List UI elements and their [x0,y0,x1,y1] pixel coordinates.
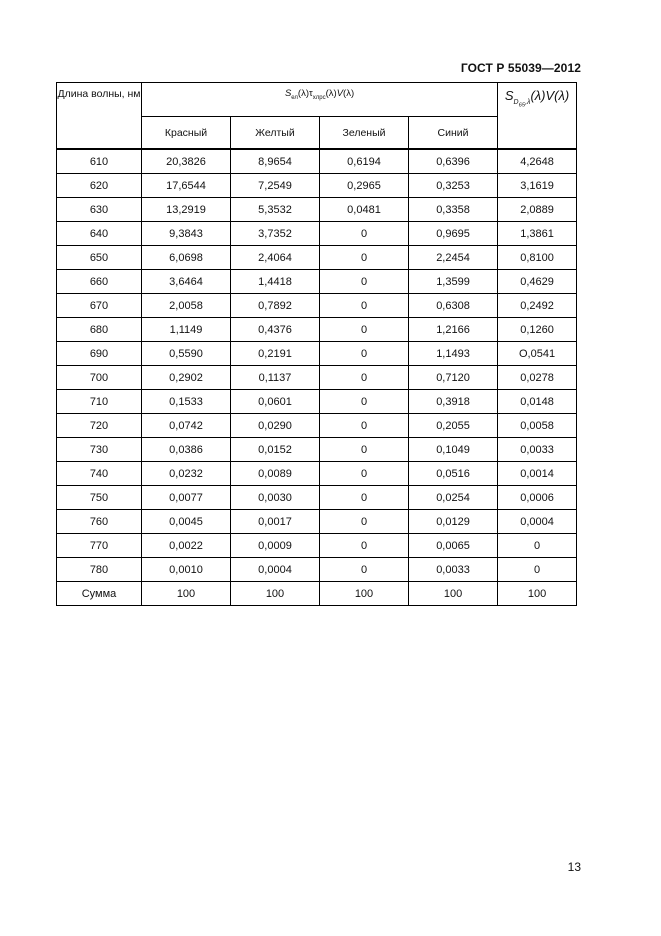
table-cell: 0,0516 [409,462,498,486]
table-cell: 0,7892 [231,294,320,318]
table-cell: 2,0058 [142,294,231,318]
table-cell: 740 [57,462,142,486]
spectral-data-table [56,82,577,606]
table-cell: 770 [57,534,142,558]
table-row [57,558,577,582]
table-cell: 0 [320,486,409,510]
table-cell: 100 [409,582,498,606]
table-cell: О,0541 [498,342,577,366]
table-cell: 0 [320,534,409,558]
table-cell: 0,1049 [409,438,498,462]
table-cell: 780 [57,558,142,582]
table-cell: 0,4376 [231,318,320,342]
table-cell: 5,3532 [231,198,320,222]
table-cell: 0,0148 [498,390,577,414]
color-header-green: Зеленый [320,117,409,150]
color-header-blue: Синий [409,117,498,150]
table-row [57,270,577,294]
table-row [57,174,577,198]
table-cell: 0,0010 [142,558,231,582]
table-cell: 0,0009 [231,534,320,558]
table-cell: 0 [320,510,409,534]
table-cell: 0,0017 [231,510,320,534]
table-cell: 690 [57,342,142,366]
table-cell: 6,0698 [142,246,231,270]
table-cell: 2,2454 [409,246,498,270]
table-cell: 13,2919 [142,198,231,222]
table-cell: 0,0129 [409,510,498,534]
table-cell: 4,2648 [498,149,577,174]
table-cell: Сумма [57,582,142,606]
table-cell: 3,1619 [498,174,577,198]
table-row [57,342,577,366]
table-cell: 0,3253 [409,174,498,198]
table-cell: 0,0481 [320,198,409,222]
table-row [57,510,577,534]
table-cell: 3,7352 [231,222,320,246]
table-cell: 2,0889 [498,198,577,222]
table-cell: 0,0386 [142,438,231,462]
table-cell: 680 [57,318,142,342]
page-number: 13 [567,860,581,874]
table-row [57,438,577,462]
table-cell: 0,0065 [409,534,498,558]
table-row [57,198,577,222]
table-cell: 1,1149 [142,318,231,342]
table-row [57,462,577,486]
table-cell: 0,0742 [142,414,231,438]
table-cell: 0 [320,366,409,390]
table-row [57,149,577,174]
table-row [57,222,577,246]
table-cell: 0,6194 [320,149,409,174]
table-row [57,318,577,342]
table-cell: 1,3861 [498,222,577,246]
table-cell: 8,9654 [231,149,320,174]
table-cell: 0,7120 [409,366,498,390]
table-cell: 0,0045 [142,510,231,534]
table-cell: 1,4418 [231,270,320,294]
table-cell: 0,1137 [231,366,320,390]
table-row [57,486,577,510]
table-cell: 0,2191 [231,342,320,366]
table-row [57,534,577,558]
table-cell: 710 [57,390,142,414]
table-cell: 670 [57,294,142,318]
table-cell: 0 [320,294,409,318]
table-cell: 1,1493 [409,342,498,366]
table-cell: 100 [231,582,320,606]
table-cell: 650 [57,246,142,270]
table-row [57,366,577,390]
table-cell: 2,4064 [231,246,320,270]
table-cell: 0,0058 [498,414,577,438]
table-cell: 0 [498,534,577,558]
table-cell: 0 [320,318,409,342]
table-cell: 0 [320,270,409,294]
table-cell: 100 [320,582,409,606]
table-cell: 610 [57,149,142,174]
table-row [57,246,577,270]
table-cell: 0,0089 [231,462,320,486]
table-cell: 20,3826 [142,149,231,174]
table-cell: 0 [320,438,409,462]
table-cell: 660 [57,270,142,294]
table-cell: 760 [57,510,142,534]
table-cell: 0,2492 [498,294,577,318]
table-cell: 0,0006 [498,486,577,510]
table-cell: 0,0004 [498,510,577,534]
table-cell: 0 [320,414,409,438]
color-header-yellow: Желтый [231,117,320,150]
table-cell: 0,0232 [142,462,231,486]
table-cell: 0,0022 [142,534,231,558]
table-cell: 0,2965 [320,174,409,198]
table-cell: 17,6544 [142,174,231,198]
table-cell: 0 [320,222,409,246]
table-cell: 0,0254 [409,486,498,510]
table-cell: 0,0004 [231,558,320,582]
table-cell: 0,3358 [409,198,498,222]
table-cell: 700 [57,366,142,390]
table-cell: 0,9695 [409,222,498,246]
table-row [57,390,577,414]
sum-row [57,582,577,606]
table-cell: 0,4629 [498,270,577,294]
table-cell: 630 [57,198,142,222]
color-header-red: Красный [142,117,231,150]
table-cell: 3,6464 [142,270,231,294]
table-cell: 0,0033 [498,438,577,462]
table-row [57,294,577,318]
table-cell: 0,0601 [231,390,320,414]
table-cell: 0 [498,558,577,582]
table-cell: 0,0033 [409,558,498,582]
table-cell: 0,1260 [498,318,577,342]
table-cell: 0,6308 [409,294,498,318]
table-cell: 1,2166 [409,318,498,342]
table-cell: 9,3843 [142,222,231,246]
table-cell: 0,6396 [409,149,498,174]
table-cell: 0,0278 [498,366,577,390]
formula-last-header: $S_{D_{65},\lambda}(\lambda)V(\lambda)$ [498,83,577,150]
table-cell: 0 [320,390,409,414]
table-cell: 100 [142,582,231,606]
formula-header: $S_{ел}(\lambda)\tau_{хлрс}(\lambda)V(\lambda)$ [142,83,498,117]
table-cell: 0,8100 [498,246,577,270]
table-cell: 0 [320,246,409,270]
table-cell: 0,0030 [231,486,320,510]
table-row [57,414,577,438]
document-header: ГОСТ Р 55039—2012 [460,61,581,75]
table-cell: 100 [498,582,577,606]
table-cell: 0,3918 [409,390,498,414]
table-cell: 0,0152 [231,438,320,462]
table-cell: 0 [320,558,409,582]
table-cell: 0 [320,342,409,366]
table-cell: 0,5590 [142,342,231,366]
table-cell: 1,3599 [409,270,498,294]
table-cell: 620 [57,174,142,198]
table-header-row [57,83,577,117]
table-cell: 7,2549 [231,174,320,198]
table-cell: 0,0077 [142,486,231,510]
table-cell: 0,0014 [498,462,577,486]
table-cell: 720 [57,414,142,438]
table-cell: 640 [57,222,142,246]
table-cell: 750 [57,486,142,510]
table-cell: 730 [57,438,142,462]
table-cell: 0,2902 [142,366,231,390]
wavelength-header: Длина волны, нм [57,83,142,150]
table-cell: 0 [320,462,409,486]
table-cell: 0,1533 [142,390,231,414]
table-cell: 0,0290 [231,414,320,438]
table-cell: 0,2055 [409,414,498,438]
